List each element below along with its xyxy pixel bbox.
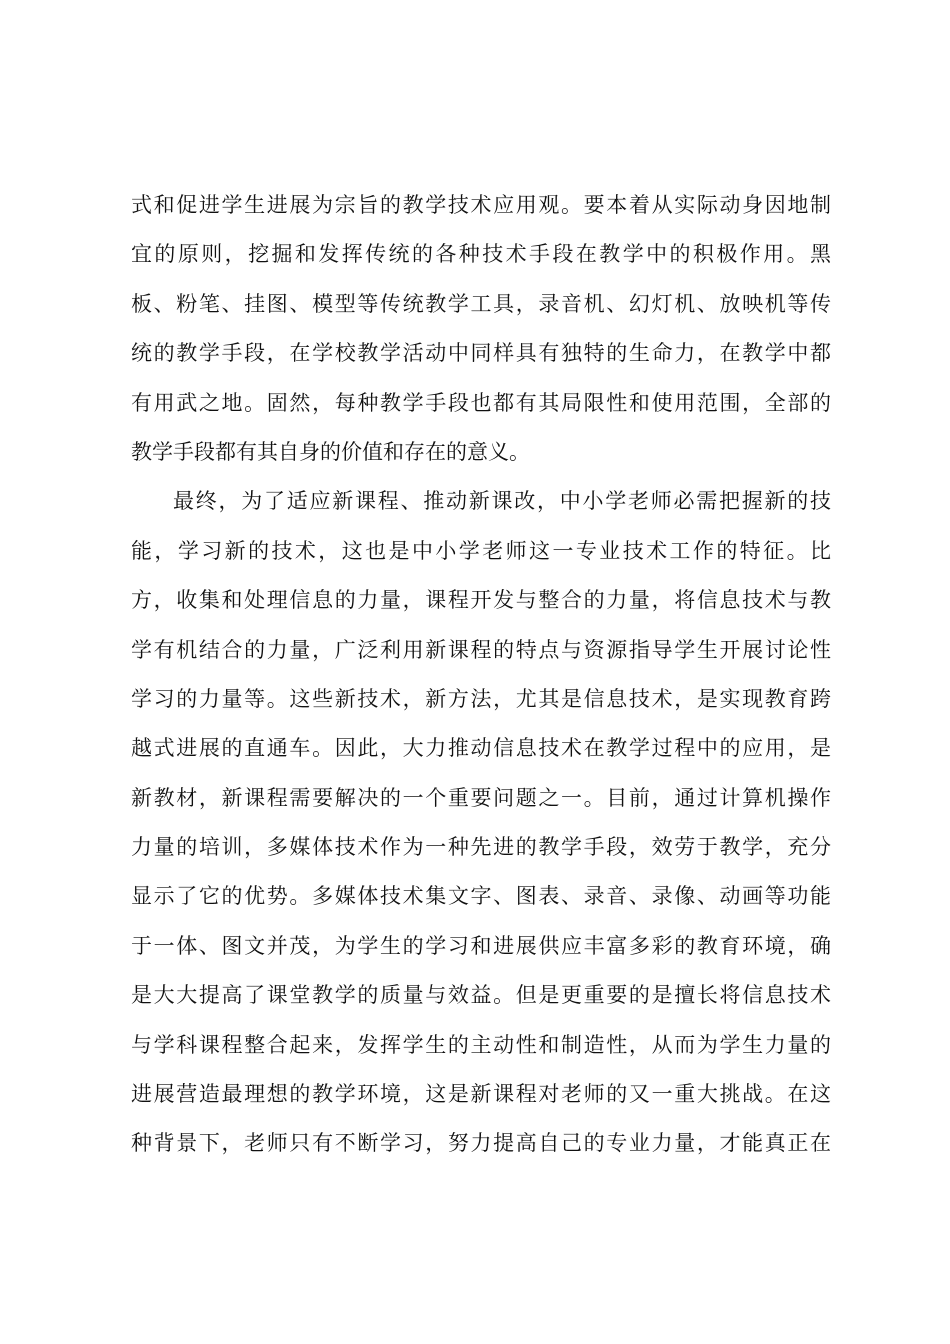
- text-line: 有用武之地。固然，每种教学手段也都有其局限性和使用范围，全部的: [131, 390, 831, 415]
- text-line: 学有机结合的力量，广泛利用新课程的特点与资源指导学生开展讨论性: [131, 637, 831, 662]
- text-line: 力量的培训，多媒体技术作为一种先进的教学手段，效劳于教学，充分: [131, 835, 831, 860]
- text-line: 是大大提高了课堂教学的质量与效益。但是更重要的是擅长将信息技术: [131, 983, 831, 1008]
- text-line: 能，学习新的技术，这也是中小学老师这一专业技术工作的特征。比: [131, 538, 831, 563]
- text-line: 宜的原则，挖掘和发挥传统的各种技术手段在教学中的积极作用。黑: [131, 242, 831, 267]
- text-line: 于一体、图文并茂，为学生的学习和进展供应丰富多彩的教育环境，确: [131, 933, 831, 958]
- text-line: 新教材，新课程需要解决的一个重要问题之一。目前，通过计算机操作: [131, 785, 831, 810]
- text-line: 种背景下，老师只有不断学习，努力提高自己的专业力量，才能真正在: [131, 1131, 831, 1156]
- text-line: 方，收集和处理信息的力量，课程开发与整合的力量，将信息技术与教: [131, 588, 831, 613]
- text-line: 最终，为了适应新课程、推动新课改，中小学老师必需把握新的技: [173, 489, 831, 514]
- document-body: [131, 181, 831, 1169]
- paragraph-2: [131, 477, 831, 1168]
- text-line: 与学科课程整合起来，发挥学生的主动性和制造性，从而为学生力量的: [131, 1032, 831, 1057]
- text-line: 统的教学手段，在学校教学活动中同样具有独特的生命力，在教学中都: [131, 341, 831, 366]
- text-line: 显示了它的优势。多媒体技术集文字、图表、录音、录像、动画等功能: [131, 884, 831, 909]
- paragraph-1: [131, 181, 831, 477]
- text-line: 越式进展的直通车。因此，大力推动信息技术在教学过程中的应用，是: [131, 736, 831, 761]
- text-line: 学习的力量等。这些新技术，新方法，尤其是信息技术，是实现教育跨: [131, 686, 831, 711]
- text-line: 教学手段都有其自身的价值和存在的意义。: [131, 439, 530, 464]
- text-line: 板、粉笔、挂图、模型等传统教学工具，录音机、幻灯机、放映机等传: [131, 291, 831, 316]
- text-line: 进展营造最理想的教学环境，这是新课程对老师的又一重大挑战。在这: [131, 1082, 831, 1107]
- text-line: 式和促进学生进展为宗旨的教学技术应用观。要本着从实际动身因地制: [131, 193, 831, 217]
